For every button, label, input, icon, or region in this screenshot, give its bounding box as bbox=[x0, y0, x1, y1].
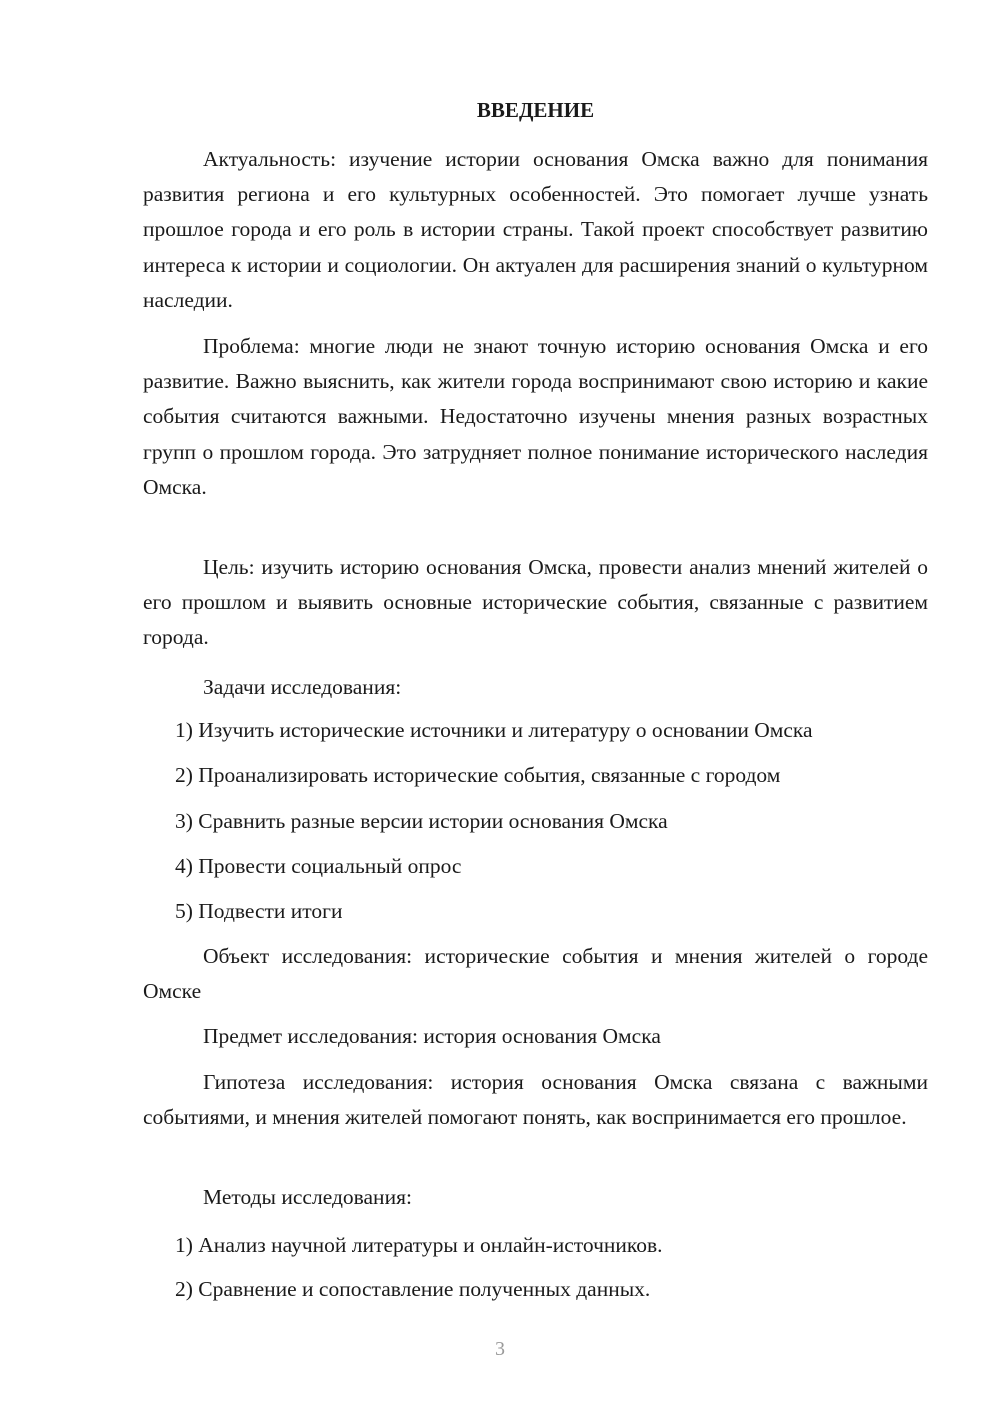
goal-paragraph: Цель: изучить историю основания Омска, провести анализ мнений жителей о его прошлом и выявить основные исторические события, связанные с развитием города. bbox=[143, 555, 928, 650]
task-item: 5) Подвести итоги bbox=[175, 899, 343, 923]
task-item: 2) Проанализировать исторические события, связанные с городом bbox=[175, 763, 781, 787]
object-paragraph: Объект исследования: исторические события и мнения жителей о городе Омске bbox=[143, 944, 928, 1004]
methods-heading: Методы исследования: bbox=[203, 1185, 412, 1209]
subject-paragraph: Предмет исследования: история основания Омска bbox=[203, 1024, 661, 1048]
page-title: ВВЕДЕНИЕ bbox=[476, 98, 595, 122]
tasks-heading: Задачи исследования: bbox=[203, 675, 402, 699]
hypothesis-paragraph: Гипотеза исследования: история основания Омска связана с важными событиями, и мнения жителей помогают понять, как воспринимается его прошлое. bbox=[143, 1070, 928, 1130]
task-item: 3) Сравнить разные версии истории основания Омска bbox=[175, 809, 668, 833]
relevance-paragraph: Актуальность: изучение истории основания Омска важно для понимания развития региона и его культурных особенностей. Это помогает лучше узнать прошлое города и его роль в истории страны. Такой проект способствует развитию интереса к истории и социологии. Он актуален для расширения знаний о культурном наследии. bbox=[143, 147, 928, 312]
method-item: 1) Анализ научной литературы и онлайн-источников. bbox=[175, 1233, 663, 1257]
task-item: 4) Провести социальный опрос bbox=[175, 854, 462, 878]
page-number: 3 bbox=[495, 1338, 505, 1360]
problem-paragraph: Проблема: многие люди не знают точную историю основания Омска и его развитие. Важно выяснить, как жители города воспринимают свою историю и какие события считаются важными. Недостаточно изучены мнения разных возрастных групп о прошлом города. Это затрудняет полное понимание исторического наследия Омска. bbox=[143, 334, 928, 499]
method-item: 2) Сравнение и сопоставление полученных данных. bbox=[175, 1277, 651, 1301]
task-item: 1) Изучить исторические источники и литературу о основании Омска bbox=[175, 718, 813, 742]
